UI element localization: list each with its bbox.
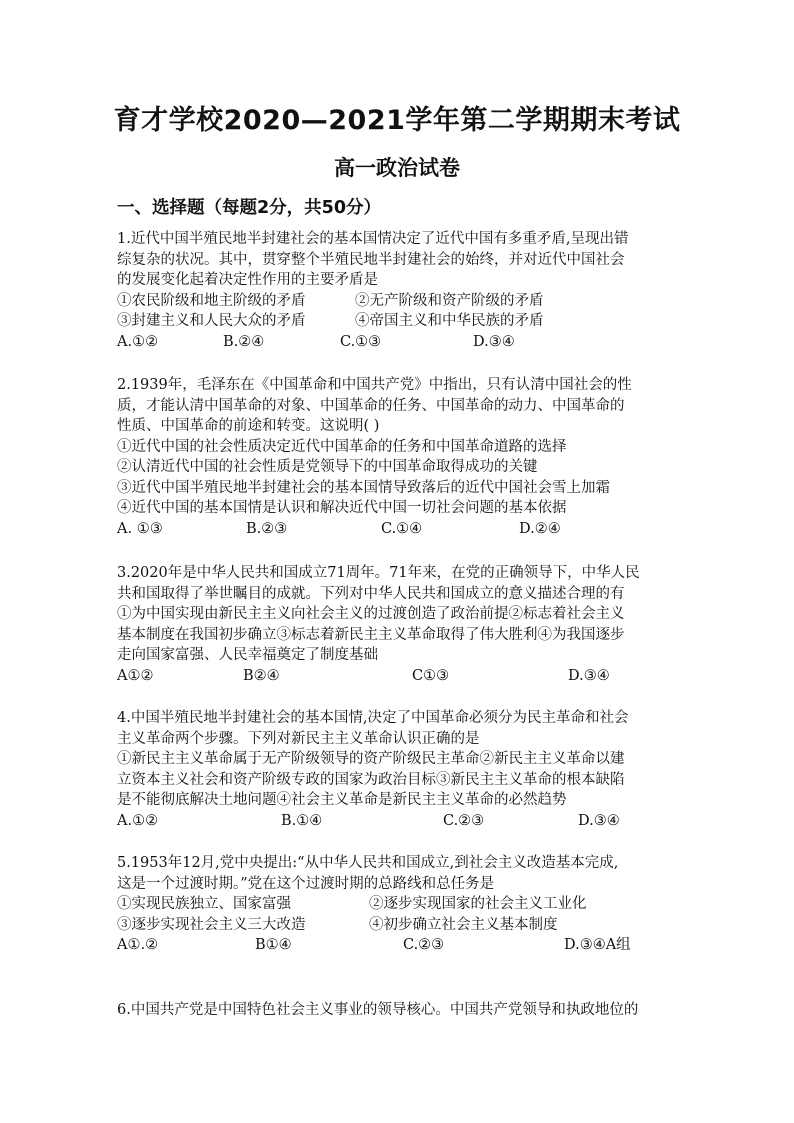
question-2	[117, 375, 683, 539]
answer-choice-c: C.①③	[340, 333, 382, 350]
question-3-answer-row	[117, 666, 683, 687]
answer-choice-a: A. ①③	[117, 520, 163, 537]
answer-choice-a: A.①②	[117, 333, 159, 350]
question-3-stem-line: 3.2020年是中华人民共和国成立71周年。71年来，在党的正确领导下，中华人民	[117, 565, 640, 581]
answer-choice-a: A①.②	[117, 937, 159, 953]
question-2-stem-line: 质，才能认清中国革命的对象、中国革命的任务、中国革命的动力、中国革命的	[117, 397, 625, 414]
question-2-statement: ④近代中国的基本国情是认识和解决近代中国一切社会问题的基本依据	[117, 500, 567, 516]
question-6	[117, 1000, 683, 1021]
section-heading: 一、选择题（每题2分，共50分）	[117, 198, 382, 218]
answer-choice-c: C①③	[412, 667, 450, 684]
question-1-option-row	[117, 291, 683, 312]
question-6-stem-line: 6.中国共产党是中国特色社会主义事业的领导核心。中国共产党领导和执政地位的	[117, 1002, 639, 1018]
answer-choice-b: B.①④	[281, 812, 323, 829]
question-5	[117, 853, 683, 956]
question-5-stem-line: 这是一个过渡时期。”党在这个过渡时期的总路线和总任务是	[117, 875, 495, 892]
question-1-stem-line: 综复杂的状况。其中，贯穿整个半殖民地半封建社会的始终，并对近代中国社会	[117, 251, 625, 268]
question-2-statement: ②认清近代中国的社会性质是党领导下的中国革命取得成功的关键	[117, 459, 538, 475]
question-1-option: ③封建主义和人民大众的矛盾	[117, 313, 306, 329]
question-5-answer-row	[117, 935, 683, 956]
question-4-stem-line: 主义革命两个步骤。下列对新民主主义革命认识正确的是	[117, 730, 480, 747]
question-1-stem-line: 的发展变化起着决定性作用的主要矛盾是	[117, 272, 378, 288]
question-4-stem-line: 立资本主义社会和资产阶级专政的国家为政治目标③新民主主义革命的根本缺陷	[117, 771, 625, 788]
question-3-stem-line: 共和国取得了举世瞩目的成就。下列对中华人民共和国成立的意义描述合理的有	[117, 585, 625, 602]
answer-choice-b: B②④	[243, 667, 280, 684]
answer-choice-d: D.③④	[568, 667, 610, 684]
question-2-stem-line: 性质、中国革命的前途和转变。这说明( )	[117, 418, 380, 434]
question-5-option-row	[117, 915, 683, 936]
answer-choice-a: A①②	[117, 667, 154, 684]
question-2-statement: ③近代中国半殖民地半封建社会的基本国情导致落后的近代中国社会雪上加霜	[117, 479, 610, 496]
question-4	[117, 708, 683, 831]
answer-choice-b: B.②③	[246, 520, 288, 537]
question-3-stem-line: 走向国家富强、人民幸福奠定了制度基础	[117, 647, 378, 663]
question-5-option: ②逐步实现国家的社会主义工业化	[369, 896, 587, 912]
question-4-stem-line: ①新民主主义革命属于无产阶级领导的资产阶级民主革命②新民主主义革命以建	[117, 751, 625, 767]
question-3	[117, 563, 683, 686]
question-5-option: ①实现民族独立、国家富强	[117, 896, 291, 912]
question-2-stem-line: 2.1939年，毛泽东在《中国革命和中国共产党》中指出，只有认清中国社会的性	[117, 377, 632, 393]
question-5-option: ③逐步实现社会主义三大改造	[117, 916, 306, 933]
question-1-answer-row	[117, 332, 683, 353]
question-1-option: ②无产阶级和资产阶级的矛盾	[355, 292, 544, 309]
exam-subtitle: 高一政治试卷	[334, 155, 460, 180]
question-1-stem-line: 1.近代中国半殖民地半封建社会的基本国情决定了近代中国有多重矛盾,呈现出错	[117, 231, 629, 247]
answer-choice-d: D.③④	[473, 333, 515, 350]
question-4-stem-line: 4.中国半殖民地半封建社会的基本国情,决定了中国革命必须分为民主革命和社会	[117, 710, 629, 726]
answer-choice-a: A.①②	[117, 812, 159, 829]
question-2-answer-row	[117, 519, 683, 540]
question-3-stem-line: ①为中国实现由新民主主义向社会主义的过渡创造了政治前提②标志着社会主义	[117, 606, 625, 622]
answer-choice-d: D.③④A组	[564, 937, 631, 953]
answer-choice-b: B.②④	[223, 333, 265, 350]
question-1-option: ④帝国主义和中华民族的矛盾	[355, 313, 544, 329]
question-3-stem-line: 基本制度在我国初步确立③标志着新民主主义革命取得了伟大胜利④为我国逐步	[117, 626, 625, 643]
question-1-option-row	[117, 311, 683, 332]
answer-choice-b: B①④	[255, 937, 292, 953]
question-4-answer-row	[117, 811, 683, 832]
question-2-statement: ①近代中国的社会性质决定近代中国革命的任务和中国革命道路的选择	[117, 438, 567, 455]
question-5-option: ④初步确立社会主义基本制度	[369, 916, 558, 933]
question-5-option-row	[117, 894, 683, 915]
answer-choice-c: C.②③	[443, 812, 485, 829]
question-1	[117, 229, 683, 352]
question-5-stem-line: 5.1953年12月,党中央提出:“从中华人民共和国成立,到社会主义改造基本完成,	[117, 855, 619, 871]
question-4-stem-line: 是不能彻底解决土地问题④社会主义革命是新民主主义革命的必然趋势	[117, 792, 567, 808]
answer-choice-d: D.③④	[578, 812, 620, 829]
question-1-option: ①农民阶级和地主阶级的矛盾	[117, 292, 306, 309]
answer-choice-d: D.②④	[519, 520, 561, 537]
exam-title: 育才学校2020—2021学年第二学期期末考试	[113, 105, 681, 136]
answer-choice-c: C.①④	[381, 520, 423, 537]
answer-choice-c: C.②③	[403, 937, 445, 953]
